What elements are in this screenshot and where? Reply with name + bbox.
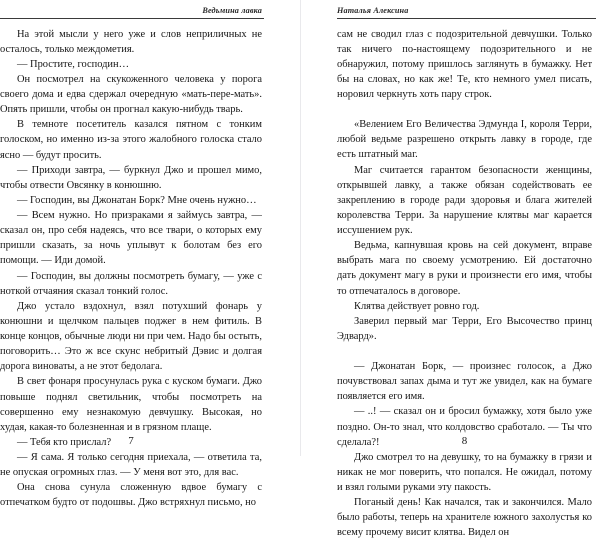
right-page [300,0,600,539]
paragraph: Поганый день! Как начался, так и закончился. Мало было работы, теперь на хранителе южного захолустья ко всему прочему висит клятва. Видел он [337,497,592,539]
left-page-number: 7 [128,435,134,447]
paragraph: сам не сводил глаз с подозрительной девчушки. Только так ничего по-настоящему подозрительного и не обнаружил, потому пришлось заглянуть в бумажку. Нет бы на словах, но как же! Те, кто немного умел писать, норовил черкнуть хоть пару строк. [337,28,592,100]
paragraph: В свет фонаря просунулась рука с куском бумаги. Джо повыше поднял светильник, чтобы посмотреть на совершенно ему незнакомую девчушку. Высокая, но худая, какая-то болезненная и в грязном плаще. [0,376,262,433]
paragraph: — Господин, вы Джонатан Борк? Мне очень нужно… [17,194,257,206]
paragraph: — Всем нужно. Но призраками я займусь завтра, — сказал он, про себя надеясь, что все твари, о которых ему пришли сказать, за ночь уплывут к болотам без его помощи. — Иди домой. [0,210,262,267]
right-running-head: Наталья Алексина [337,6,409,15]
paragraph: На этой мысли у него уже и слов неприличных не осталось, только междометия. [0,28,262,55]
paragraph: Джо смотрел то на девушку, то на бумажку в грязи и никак не мог поверить, что попался. Не ожидал, потому и взял голыми руками эту пакость. [337,451,592,493]
right-header-rule [337,18,596,19]
paragraph: Маг считается гарантом безопасности женщины, открывшей лавку, а также обязан содействовать ее закреплению в городе ради здоровья и блага жителей королевства Терри. За нарушение клятвы маг карается иссушением рук. [337,164,592,236]
paragraph: Клятва действует ровно год. [354,300,480,312]
paragraph: — Простите, господин… [17,58,130,70]
paragraph: Ведьма, капнувшая кровь на сей документ, вправе выбрать мага по своему усмотрению. Ей достаточно дать документ магу в руки и произнести его имя, чтобы то отпечаталось в договоре. [337,240,592,297]
right-page-number: 8 [461,435,468,447]
paragraph: В темноте посетитель казался пятном с тонким голоском, но именно из-за этого жалобного голоска стало ясно — будут просить. [0,119,262,161]
paragraph: — ..! — сказал он и бросил бумажку, хотя было уже поздно. Он-то знал, что колдовство сработало. — Ты что сделала?! [337,406,592,448]
right-page-body [337,27,592,541]
paragraph: — Тебя кто прислал? [17,436,112,448]
paragraph: Заверил первый маг Терри, Его Высочество принц Эдвард». [337,315,592,342]
left-header-rule [0,18,264,19]
paragraph: «Велением Его Величества Эдмунда I, короля Терри, любой ведьме разрешено открыть лавку в городе, где есть штатный маг. [337,119,592,161]
paragraph: Она снова сунула сложенную вдвое бумагу с отпечатком будто от подошвы. Джо встряхнул письмо, но [0,482,262,509]
paragraph: — Господин, вы должны посмотреть бумагу, — уже с ноткой отчаяния сказал тонкий голос. [0,270,262,297]
paragraph: — Приходи завтра, — буркнул Джо и прошел мимо, чтобы отвести Овсянку в конюшню. [0,164,262,191]
left-running-head: Ведьмина лавка [202,6,262,15]
paragraph: — Я сама. Я только сегодня приехала, — ответила та, не опуская огромных глаз. — У меня вот это, для вас. [0,452,262,479]
left-page [0,0,300,509]
paragraph: — Джонатан Борк, — произнес голосок, а Джо почувствовал запах дыма и тут же увидел, как на бумаге появляется его имя. [337,361,592,403]
paragraph: Он посмотрел на скукоженного человека у порога своего дома и едва сдержал очередную «мать-пере-мать». Опять пришли, чтобы он прогнал какую-нибудь тварь. [0,73,262,116]
paragraph: Джо устало вздохнул, взял потухший фонарь у конюшни и щелчком пальцев поджег в нем фитиль. В конце концов, обычные люди ни при чем. Надо бы остыть, поговорить… Это ж все скунс небритый Дэвис и долгая дорога виноваты, а не этот бедолага. [0,300,262,373]
